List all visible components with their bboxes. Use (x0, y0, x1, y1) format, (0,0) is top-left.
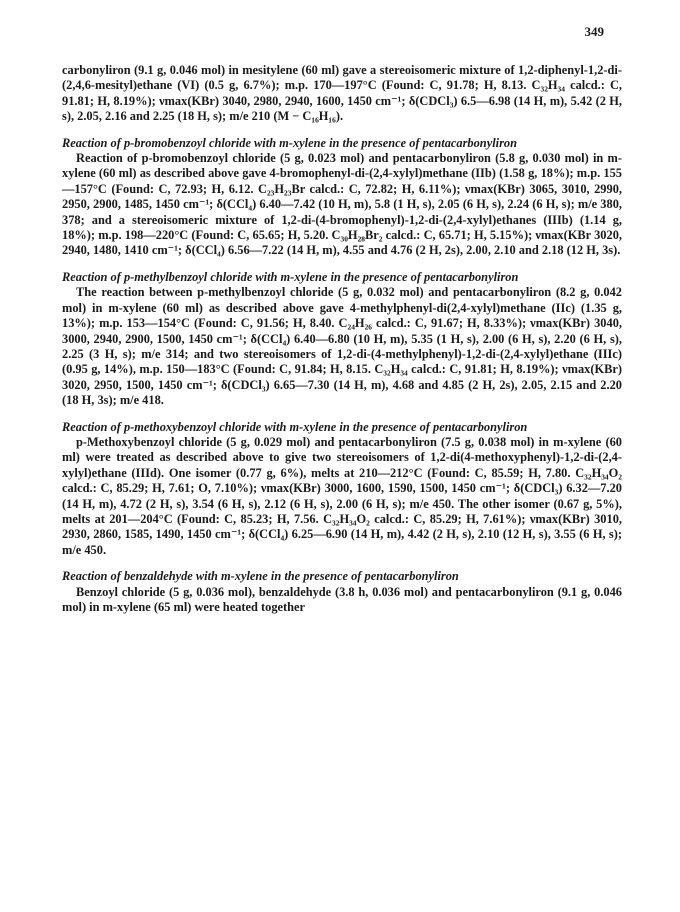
paragraph: Benzoyl chloride (5 g, 0.036 mol), benzaldehyde (3.8 h, 0.036 mol) and pentacarbonyliron (9.1 g, 0.046 mol) in m-xylene (65 ml) were heated together (62, 584, 622, 614)
section-benzaldehyde (62, 569, 622, 615)
section-p-bromobenzoyl (62, 136, 622, 259)
paragraph: The reaction between p-methylbenzoyl chloride (5 g, 0.032 mol) and pentacarbonyliron (8.2 g, 0.042 mol) in m-xylene (60 ml) as described above gave 4-methylphenyl-di(2,4-xylyl)methane (IIc) (1.35 g, 13%); m.p. 153—154°C (Found: C, 91.56; H, 8.40. C₂₄H₂₆ calcd.: C, 91.67; H, 8.33%); νmax(KBr) 3040, 3000, 2940, 2900, 1500, 1450 cm⁻¹; δ(CCl₄) 6.40—6.80 (10 H, m), 5.35 (1 H, s), 2.00 (6 H, s), 2.20 (6 H, s), 2.25 (3 H, s); m/e 314; and two stereoisomers of 1,2-di-(4-methylphenyl)-1,2-di-(2,4-xylyl)ethane (IIIc) (0.95 g, 14%), m.p. 150—183°C (Found: C, 91.84; H, 8.15. C₃₂H₃₄ calcd.: C, 91.81; H, 8.19%); νmax(KBr) 3020, 2950, 1500, 1450 cm⁻¹; δ(CDCl₃) 6.65—7.30 (14 H, m), 4.68 and 4.85 (2 H, 2s), 2.05, 2.15 and 2.20 (18 H, 3s); m/e 418. (62, 285, 622, 408)
paragraph: p-Methoxybenzoyl chloride (5 g, 0.029 mol) and pentacarbonyliron (7.5 g, 0.038 mol) in m-xylene (60 ml) were treated as described above to give two stereoisomers of 1,2-di(4-methoxyphenyl)-1,2-di-(2,4-xylyl)ethane (IIId). One isomer (0.77 g, 6%), melts at 210—212°C (Found: C, 85.59; H, 7.80. C₃₂H₃₄O₂ calcd.: C, 85.29; H, 7.61; O, 7.10%); νmax(KBr) 3000, 1600, 1590, 1500, 1450 cm⁻¹; δ(CDCl₃) 6.32—7.20 (14 H, m), 4.72 (2 H, s), 3.54 (6 H, s), 2.12 (6 H, s), 2.00 (6 H, s); m/e 450. The other isomer (0.67 g, 5%), melts at 201—204°C (Found: C, 85.23; H, 7.56. C₃₂H₃₄O₂ calcd.: C, 85.29; H, 7.61%); νmax(KBr) 3010, 2930, 2860, 1585, 1490, 1450 cm⁻¹; δ(CCl₄) 6.25—6.90 (14 H, m), 4.42 (2 H, s), 2.10 (12 H, s), 3.55 (6 H, s); m/e 450. (62, 434, 622, 557)
continued-paragraph-section (62, 63, 622, 125)
page-number: 349 (584, 24, 604, 39)
section-heading: Reaction of p-methoxybenzoyl chloride with m-xylene in the presence of pentacarbonyliron (62, 419, 528, 434)
section-heading: Reaction of p-methylbenzoyl chloride with m-xylene in the presence of pentacarbonyliron (62, 269, 519, 284)
article-body (62, 52, 622, 615)
paragraph: Reaction of p-bromobenzoyl chloride (5 g, 0.023 mol) and pentacarbonyliron (5.8 g, 0.030 mol) in m-xylene (60 ml) as described above gave 4-bromophenyl-di-(2,4-xylyl)methane (IIb) (1.58 g, 18%); m.p. 155—157°C (Found: C, 72.93; H, 6.12. C₂₃H₂₃Br calcd.: C, 72.82; H, 6.11%); νmax(KBr) 3065, 3010, 2990, 2950, 2900, 1485, 1450 cm⁻¹; δ(CCl₄) 6.40—7.42 (10 H, m), 5.8 (1 H, s), 2.05 (6 H, s), 2.24 (6 H, s); m/e 380, 378; and a stereoisomeric mixture of 1,2-di-(4-bromophenyl)-1,2-di-(2,4-xylyl)ethanes (IIIb) (1.14 g, 18%); m.p. 198—220°C (Found: C, 65.65; H, 5.20. C₃₀H₂₈Br₂ calcd.: C, 65.71; H, 5.15%); νmax(KBr 3020, 2940, 1480, 1410 cm⁻¹; δ(CCl₄) 6.56—7.22 (14 H, m), 4.55 and 4.76 (2 H, 2s), 2.00, 2.10 and 2.18 (12 H, 3s). (62, 151, 622, 258)
section-heading: Reaction of benzaldehyde with m-xylene in the presence of pentacarbonyliron (62, 569, 459, 584)
paragraph: carbonyliron (9.1 g, 0.046 mol) in mesitylene (60 ml) gave a stereoisomeric mixture of 1,2-diphenyl-1,2-di-(2,4,6-mesityl)ethane (VI) (0.5 g, 6.7%); m.p. 170—197°C (Found: C, 91.78; H, 8.13. C₃₂H₃₄ calcd.: C, 91.81; H, 8.19%); νmax(KBr) 3040, 2980, 2940, 1600, 1450 cm⁻¹; δ(CDCl₃) 6.5—6.98 (14 H, m), 5.42 (2 H, s), 2.05, 2.16 and 2.25 (18 H, s); m/e 210 (M − C₁₆H₁₆). (62, 63, 622, 124)
section-p-methoxybenzoyl (62, 420, 622, 559)
section-p-methylbenzoyl (62, 270, 622, 409)
section-heading: Reaction of p-bromobenzoyl chloride with m-xylene in the presence of pentacarbonyliron (62, 135, 517, 150)
